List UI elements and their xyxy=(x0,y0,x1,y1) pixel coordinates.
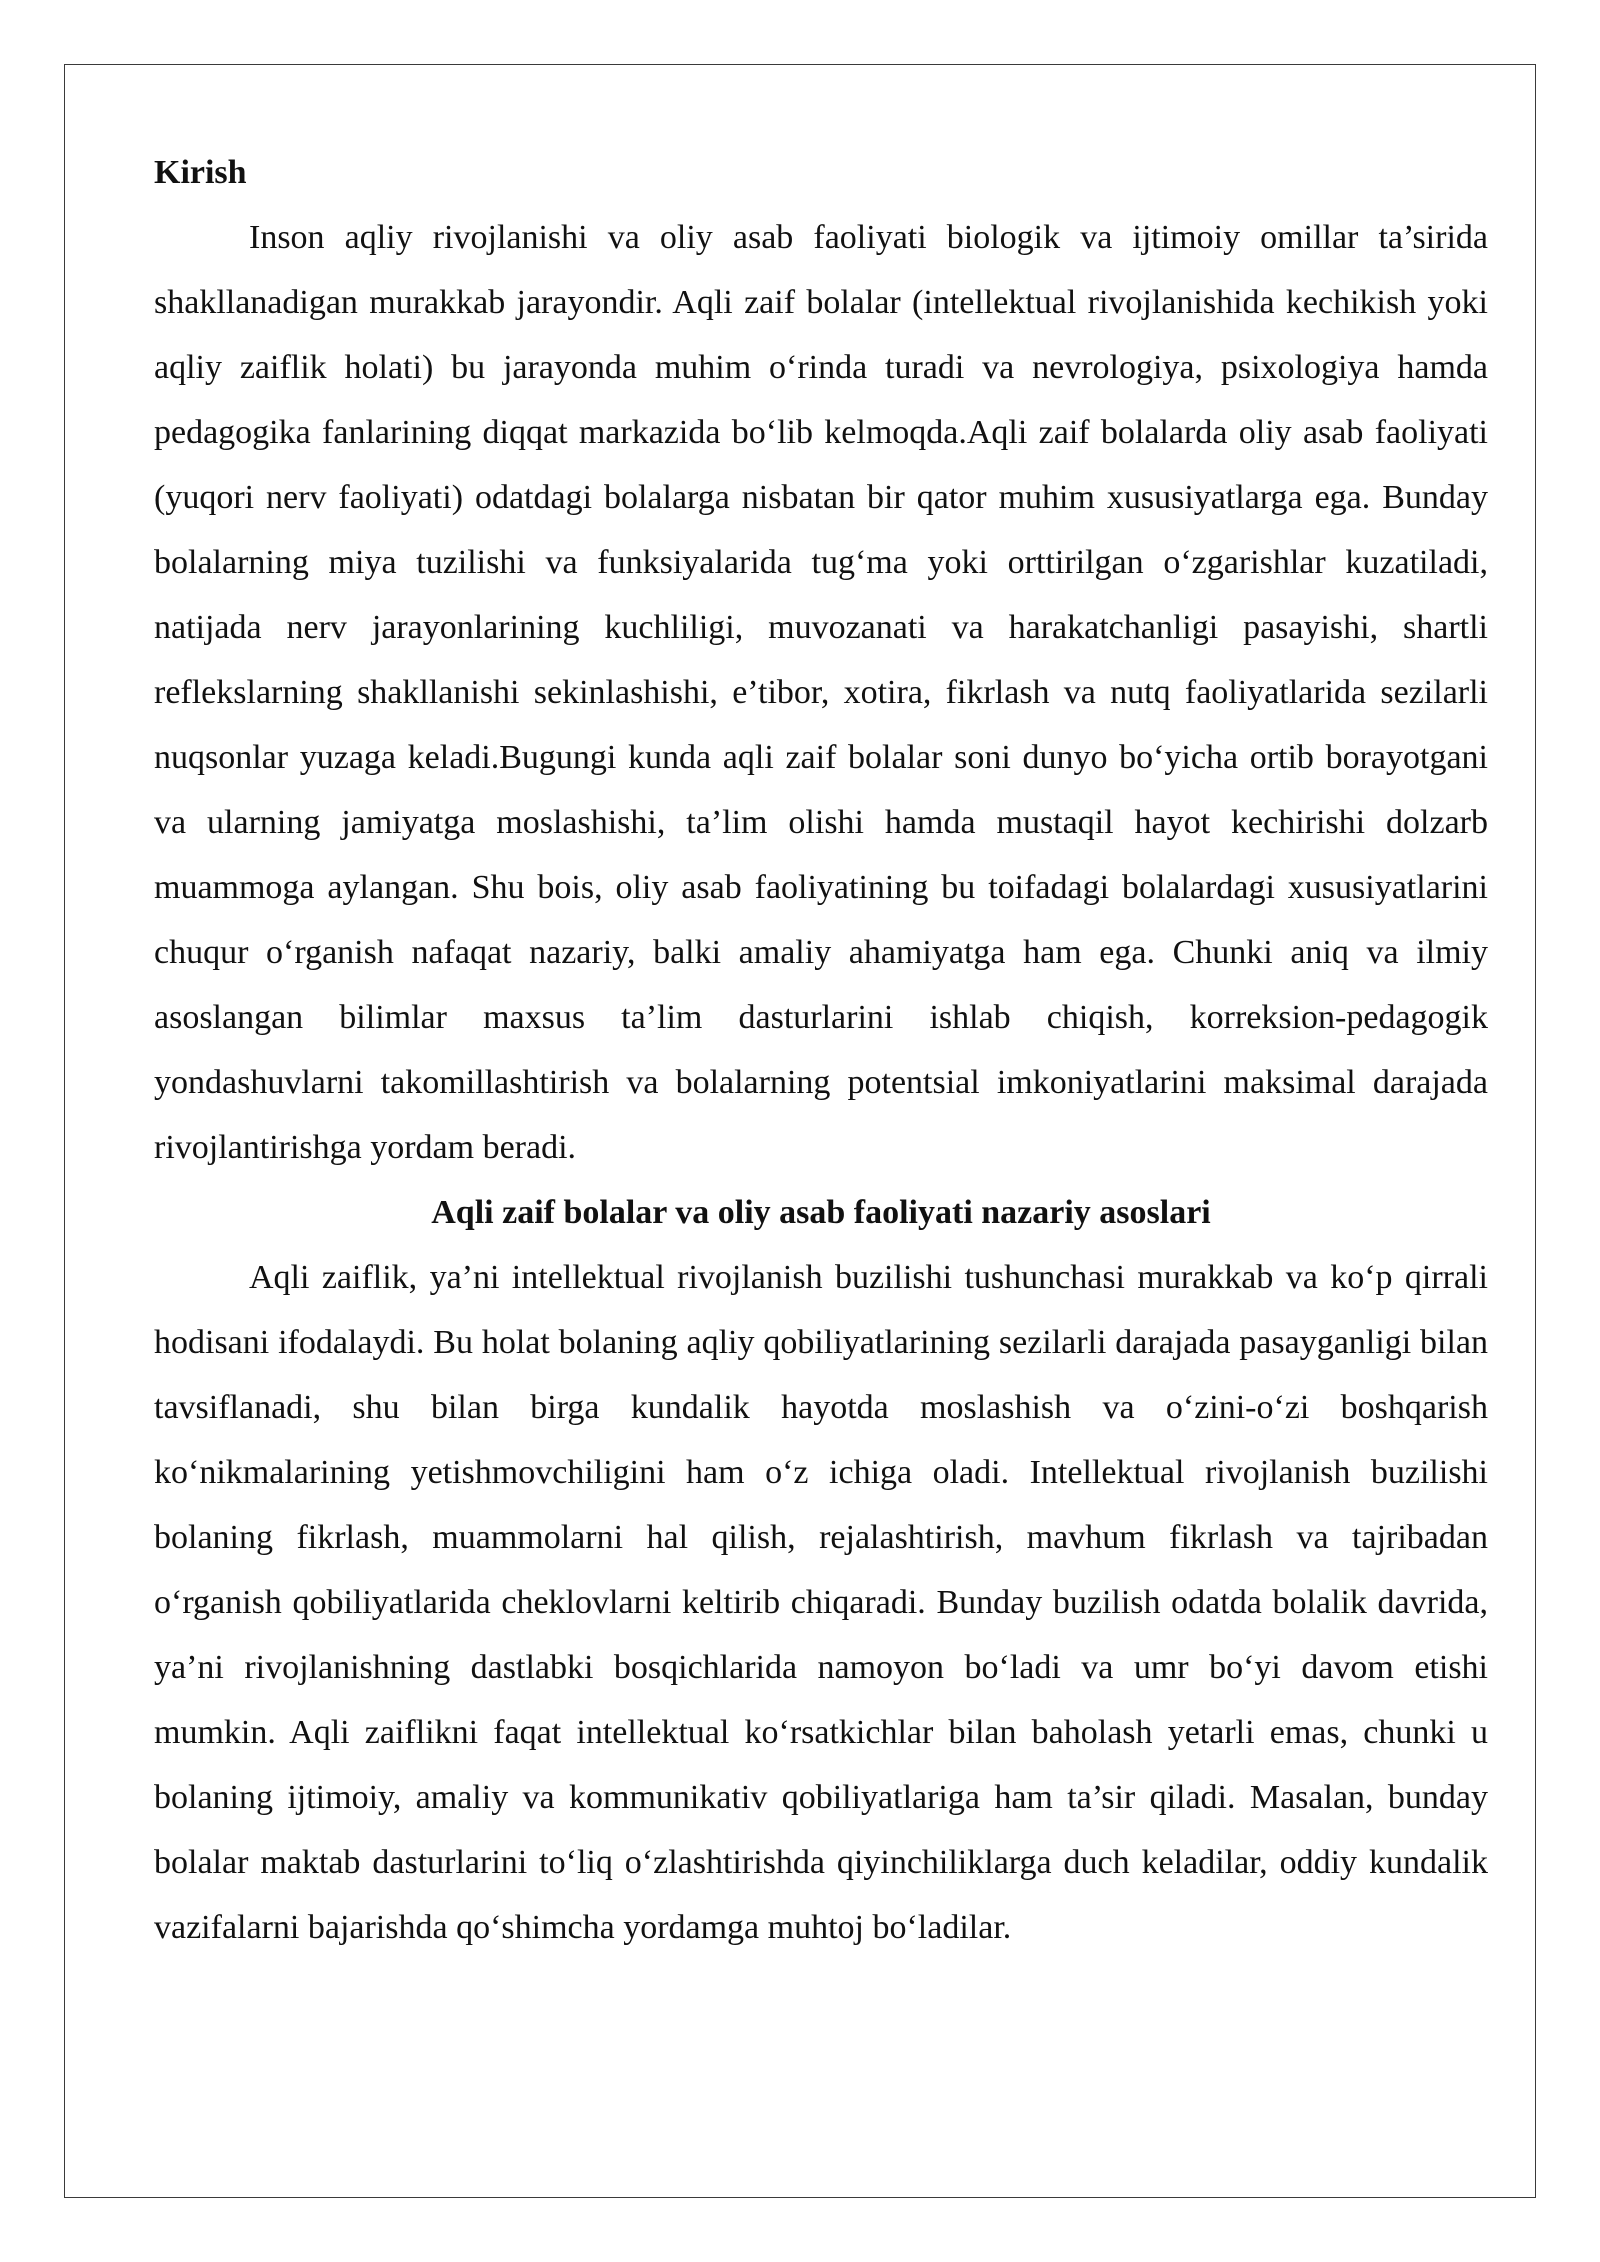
document-body xyxy=(154,140,1488,1960)
section-heading-introduction: Kirish xyxy=(154,154,247,191)
introduction-paragraph: Inson aqliy rivojlanishi va oliy asab faoliyati biologik va ijtimoiy omillar ta’sirida shakllanadigan murakkab jarayondir. Aqli zaif bolalar (intellektual rivojlanishida kechikish yoki aqliy zaiflik holati) bu jarayonda muhim o‘rinda turadi va nevrologiya, psixologiya hamda pedagogika fanlarining diqqat markazida bo‘lib kelmoqda.Aqli zaif bolalarda oliy asab faoliyati (yuqori nerv faoliyati) odatdagi bolalarga nisbatan bir qator muhim xususiyatlarga ega. Bunday bolalarning miya tuzilishi va funksiyalarida tug‘ma yoki orttirilgan o‘zgarishlar kuzatiladi, natijada nerv jarayonlarining kuchliligi, muvozanati va harakatchanligi pasayishi, shartli reflekslarning shakllanishi sekinlashishi, e’tibor, xotira, fikrlash va nutq faoliyatlarida sezilarli nuqsonlar yuzaga keladi.Bugungi kunda aqli zaif bolalar soni dunyo bo‘yicha ortib borayotgani va ularning jamiyatga moslashishi, ta’lim olishi hamda mustaqil hayot kechirishi dolzarb muammoga aylangan. Shu bois, oliy asab faoliyatining bu toifadagi bolalardagi xususiyatlarini chuqur o‘rganish nafaqat nazariy, balki amaliy ahamiyatga ham ega. Chunki aniq va ilmiy asoslangan bilimlar maxsus ta’lim dasturlarini ishlab chiqish, korreksion-pedagogik yondashuvlarni takomillashtirish va bolalarning potentsial imkoniyatlarini maksimal darajada rivojlantirishga yordam beradi. xyxy=(154,219,1488,1166)
theory-paragraph: Aqli zaiflik, ya’ni intellektual rivojlanish buzilishi tushunchasi murakkab va ko‘p qirrali hodisani ifodalaydi. Bu holat bolaning aqliy qobiliyatlarining sezilarli darajada pasayganligi bilan tavsiflanadi, shu bilan birga kundalik hayotda moslashish va o‘zini-o‘zi boshqarish ko‘nikmalarining yetishmovchiligini ham o‘z ichiga oladi. Intellektual rivojlanish buzilishi bolaning fikrlash, muammolarni hal qilish, rejalashtirish, mavhum fikrlash va tajribadan o‘rganish qobiliyatlarida cheklovlarni keltirib chiqaradi. Bunday buzilish odatda bolalik davrida, ya’ni rivojlanishning dastlabki bosqichlarida namoyon bo‘ladi va umr bo‘yi davom etishi mumkin. Aqli zaiflikni faqat intellektual ko‘rsatkichlar bilan baholash yetarli emas, chunki u bolaning ijtimoiy, amaliy va kommunikativ qobiliyatlariga ham ta’sir qiladi. Masalan, bunday bolalar maktab dasturlarini to‘liq o‘zlashtirishda qiyinchiliklarga duch keladilar, oddiy kundalik vazifalarni bajarishda qo‘shimcha yordamga muhtoj bo‘ladilar. xyxy=(154,1259,1488,1946)
section-heading-theory: Aqli zaif bolalar va oliy asab faoliyati nazariy asoslari xyxy=(431,1194,1211,1231)
